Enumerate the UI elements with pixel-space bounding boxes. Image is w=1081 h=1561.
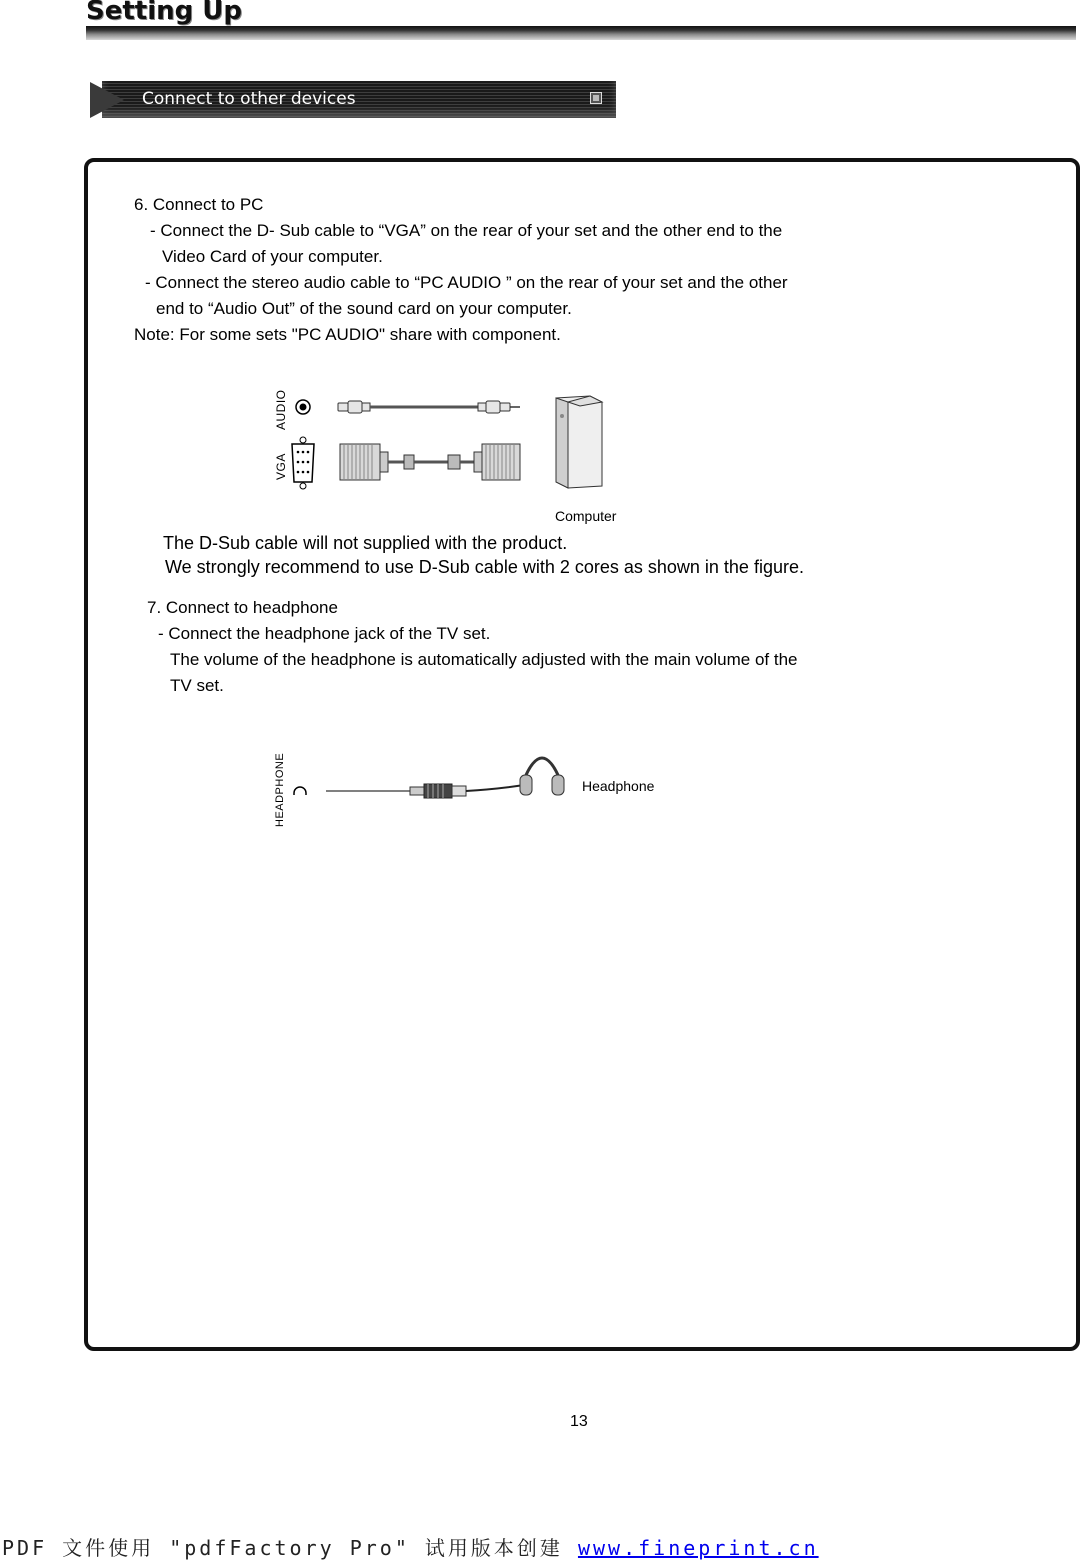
- page-number: 13: [570, 1413, 588, 1430]
- headphones-icon: [520, 758, 564, 795]
- headphone-cable-icon: [326, 784, 524, 798]
- headphone-heading: 7. Connect to headphone: [147, 598, 338, 617]
- vga-cable-icon: [340, 444, 520, 480]
- headphone-instruction-1: - Connect the headphone jack of the TV set.: [158, 624, 491, 643]
- headphone-label: Headphone: [582, 778, 655, 794]
- footer-text: PDF 文件使用 "pdfFactory Pro" 试用版本创建: [2, 1536, 578, 1560]
- pc-connection-diagram: [268, 378, 628, 528]
- headphone-jack-label: HEADPHONE: [274, 752, 286, 827]
- headphone-instruction-2: The volume of the headphone is automatically adjusted with the main volume of the: [170, 650, 798, 669]
- computer-label: Computer: [555, 508, 617, 524]
- headphone-instruction-3: TV set.: [170, 676, 224, 695]
- audio-cable-icon: [338, 401, 520, 413]
- footer-link[interactable]: www.fineprint.cn: [577, 1536, 819, 1560]
- pc-instruction-2-cont: end to “Audio Out” of the sound card on your computer.: [156, 299, 572, 318]
- dsub-note-1: The D-Sub cable will not supplied with the product.: [163, 533, 568, 553]
- pc-instruction-2: - Connect the stereo audio cable to “PC AUDIO ” on the rear of your set and the other: [145, 273, 788, 292]
- pc-instruction-1-cont: Video Card of your computer.: [162, 247, 383, 266]
- title-underline-bar: [86, 26, 1076, 40]
- banner-square-icon: [590, 92, 602, 104]
- dsub-note-2: We strongly recommend to use D-Sub cable with 2 cores as shown in the figure.: [165, 557, 804, 577]
- banner-arrow-icon: [90, 82, 124, 118]
- pc-cable-illustration: [268, 378, 628, 528]
- pc-instruction-1: - Connect the D- Sub cable to “VGA” on the rear of your set and the other end to the: [150, 221, 783, 240]
- computer-tower-icon: [556, 396, 602, 488]
- vga-port-icon: [292, 437, 314, 489]
- audio-jack-icon: [296, 400, 310, 414]
- headphone-jack-icon: [294, 787, 306, 795]
- section-banner-label: Connect to other devices: [142, 89, 356, 109]
- page-title: Setting Up: [86, 0, 243, 26]
- pdf-footer: [2, 1532, 819, 1561]
- headphone-connection-diagram: [268, 745, 588, 835]
- headphone-cable-illustration: [268, 745, 588, 835]
- pc-heading: 6. Connect to PC: [134, 195, 264, 214]
- pc-note: Note: For some sets "PC AUDIO" share with component.: [134, 325, 561, 344]
- audio-port-label: AUDIO: [274, 389, 288, 430]
- vga-port-label: VGA: [274, 453, 288, 480]
